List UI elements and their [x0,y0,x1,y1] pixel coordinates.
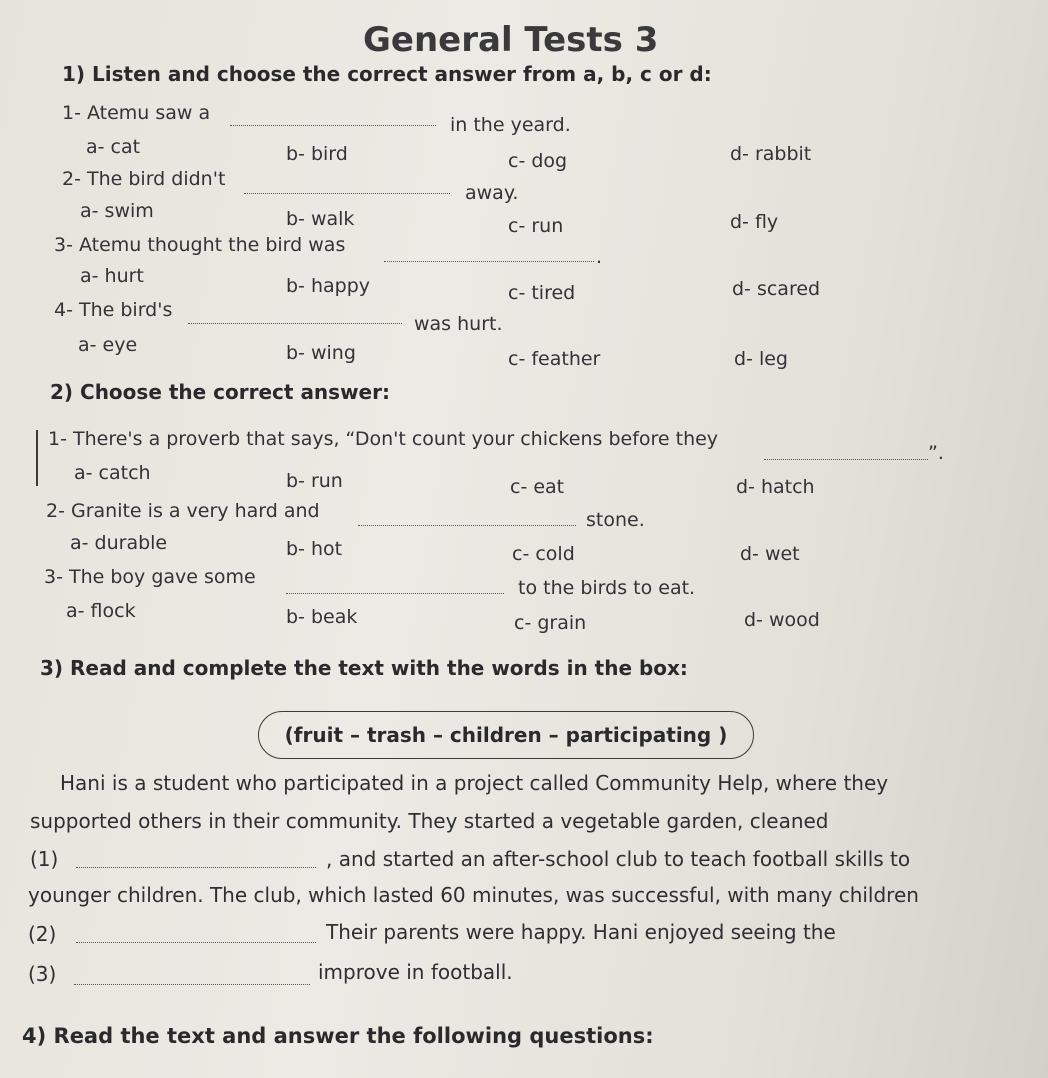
answer-blank[interactable] [286,592,504,594]
option-a[interactable]: a- hurt [80,265,144,287]
section-4-heading: 4) Read the text and answer the following questions: [22,1024,654,1048]
option-d[interactable]: d- wet [740,543,800,565]
option-a[interactable]: a- eye [78,334,138,356]
question-2-1 [48,428,718,450]
option-b[interactable]: b- walk [286,208,355,230]
section-2-heading: 2) Choose the correct answer: [50,380,390,404]
option-d[interactable]: d- wood [744,609,820,631]
answer-blank[interactable] [230,124,436,126]
text-line-4: younger children. The club, which lasted 60 minutes, was successful, with many children [28,883,919,907]
question-text: 1- There's a proverb that says, “Don't count your chickens before they [48,428,719,450]
text-line-6: improve in football. [318,960,513,984]
question-1-3 [54,234,345,256]
question-text: 3- Atemu thought the bird was [54,234,346,256]
question-text: 2- The bird didn't [62,168,226,190]
question-2-2 [46,500,320,522]
question-text-end: away. [465,182,519,204]
question-text-end: ”. [928,442,944,464]
section-1-heading: 1) Listen and choose the correct answer from a, b, c or d: [62,62,712,86]
question-text-end: . [596,246,603,268]
option-c[interactable]: c- run [508,215,564,237]
text-line-2: supported others in their community. They started a vegetable garden, cleaned [30,809,829,833]
option-b[interactable]: b- happy [286,275,371,297]
answer-blank[interactable] [188,322,402,324]
option-a[interactable]: a- catch [74,462,151,484]
question-text: 2- Granite is a very hard and [46,500,320,522]
option-c[interactable]: c- feather [508,348,601,370]
blank-label-3: (3) [28,962,57,986]
option-b[interactable]: b- beak [286,606,358,628]
answer-blank-1[interactable] [76,866,316,868]
page-title: General Tests 3 [363,20,659,60]
option-a[interactable]: a- durable [70,532,168,554]
answer-blank[interactable] [358,524,576,526]
option-c[interactable]: c- cold [512,543,575,565]
blank-label-1: (1) [30,847,59,871]
question-text: 4- The bird's [54,299,173,321]
text-line-5: Their parents were happy. Hani enjoyed seeing the [326,920,836,944]
option-b[interactable]: b- bird [286,143,348,165]
answer-blank[interactable] [384,260,594,262]
option-a[interactable]: a- swim [80,200,154,222]
question-text-end: stone. [586,509,645,531]
question-text: 3- The boy gave some [44,566,256,588]
margin-line [36,430,38,486]
option-c[interactable]: c- grain [514,612,587,634]
question-text-end: to the birds to eat. [518,577,696,599]
answer-blank-3[interactable] [74,983,310,985]
answer-blank[interactable] [244,192,450,194]
option-b[interactable]: b- run [286,470,343,492]
option-b[interactable]: b- hot [286,538,343,560]
word-box-text: (fruit – trash – children – participating ) [284,723,728,747]
question-text: 1- Atemu saw a [62,102,211,124]
option-d[interactable]: d- rabbit [730,143,812,165]
option-c[interactable]: c- dog [508,150,568,172]
word-box [258,711,754,759]
question-text-end: in the yeard. [450,114,571,136]
option-a[interactable]: a- flock [66,600,136,622]
option-d[interactable]: d- leg [734,348,788,370]
question-1-2 [62,168,225,190]
text-line-3: , and started an after-school club to teach football skills to [326,847,911,871]
option-c[interactable]: c- eat [510,476,565,498]
answer-blank[interactable] [764,458,928,460]
option-d[interactable]: d- hatch [736,476,815,498]
option-d[interactable]: d- fly [730,211,779,233]
question-1-1 [62,102,210,124]
option-c[interactable]: c- tired [508,282,576,304]
section-3-heading: 3) Read and complete the text with the words in the box: [40,656,688,680]
question-text-end: was hurt. [414,313,503,335]
question-2-3 [44,566,256,588]
blank-label-2: (2) [28,922,57,946]
question-1-4 [54,299,172,321]
option-a[interactable]: a- cat [86,136,141,158]
option-b[interactable]: b- wing [286,342,356,364]
text-line-1: Hani is a student who participated in a project called Community Help, where they [60,771,889,795]
option-d[interactable]: d- scared [732,278,821,300]
answer-blank-2[interactable] [76,941,316,943]
